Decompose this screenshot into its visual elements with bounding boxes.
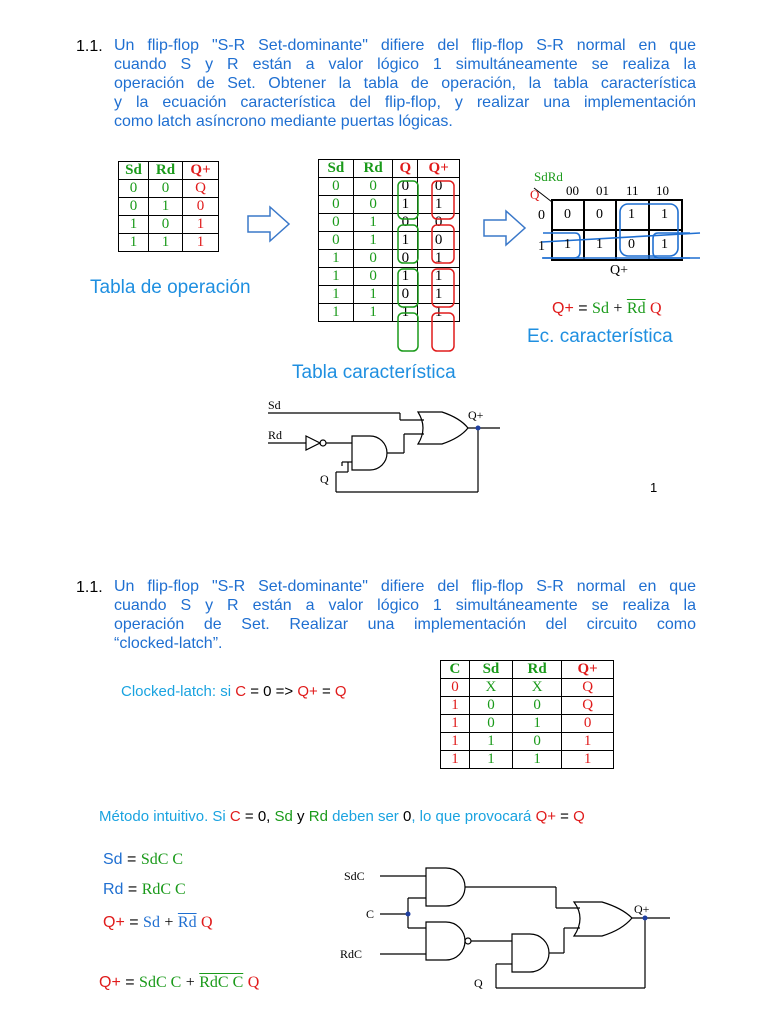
cell: 1 xyxy=(148,234,182,252)
table-row xyxy=(119,234,219,252)
header-rd: Rd xyxy=(353,160,393,178)
cell: 1 xyxy=(119,234,149,252)
right-arrow-icon xyxy=(482,208,528,248)
cell: 0 xyxy=(353,196,393,214)
cell: 1 xyxy=(441,751,470,769)
cell: 1 xyxy=(393,196,418,214)
table-row xyxy=(119,180,219,198)
header-sd: Sd xyxy=(319,160,354,178)
input-label-rdc: RdC xyxy=(340,947,363,961)
eq-term-q: Q xyxy=(650,300,662,317)
eq-term-q: Q xyxy=(201,914,213,931)
cell: 1 xyxy=(441,715,470,733)
input-label-sdc: SdC xyxy=(344,869,365,883)
cell: 1 xyxy=(119,216,149,234)
equation-final xyxy=(99,974,259,992)
method-text: = xyxy=(556,808,574,825)
intuitive-method-line xyxy=(99,808,585,825)
cell: 1 xyxy=(353,304,393,322)
operation-table-caption: Tabla de operación xyxy=(90,277,251,298)
eq-equals: = xyxy=(578,300,588,317)
feedback-label-q: Q xyxy=(320,472,329,486)
eq-lhs: Q+ xyxy=(552,300,574,317)
cell: 0 xyxy=(418,178,460,196)
method-text: = 0, xyxy=(240,808,275,825)
header-rd: Rd xyxy=(513,661,562,679)
cell: 1 xyxy=(183,234,219,252)
problem-statement xyxy=(114,36,696,131)
karnaugh-map xyxy=(530,164,710,284)
cell: 1 xyxy=(469,733,512,751)
eq-lhs: Rd xyxy=(103,881,124,898)
cell: 1 xyxy=(319,268,354,286)
problem-number: 1.1. xyxy=(76,579,103,596)
cell: 1 xyxy=(319,286,354,304)
statement-line: operación de Set. Obtener la tabla de operación, la tabla característica xyxy=(114,75,696,92)
cell: 0 xyxy=(353,178,393,196)
eq-rhs: RdC C xyxy=(141,881,186,898)
cell: 0 xyxy=(353,250,393,268)
cell: 1 xyxy=(393,232,418,250)
table-row xyxy=(119,198,219,216)
operation-table xyxy=(118,161,219,252)
statement-line: Un flip-flop "S-R Set-dominante" difiere del flip-flop S-R normal en que xyxy=(114,37,696,54)
cell: 1 xyxy=(562,733,614,751)
cell: 1 xyxy=(418,268,460,286)
header-c: C xyxy=(441,661,470,679)
cell: 0 xyxy=(119,198,149,216)
clocked-latch-circuit xyxy=(340,856,700,996)
feedback-label-q: Q xyxy=(474,976,483,990)
eq-term: SdC C xyxy=(139,974,182,991)
cell: 0 xyxy=(353,268,393,286)
kmap-cell: 0 xyxy=(596,207,603,222)
cell: Q xyxy=(562,679,614,697)
cell: 0 xyxy=(319,196,354,214)
eq-plus: + xyxy=(164,914,174,931)
cell: Q xyxy=(183,180,219,198)
cell: 0 xyxy=(469,715,512,733)
cell: 0 xyxy=(441,679,470,697)
method-qplus: Q+ xyxy=(535,808,557,825)
kmap-var-side: Q xyxy=(530,187,540,202)
table-row xyxy=(441,679,614,697)
method-text: , lo que provocará xyxy=(411,808,536,825)
kmap-col-label: 10 xyxy=(656,183,669,198)
characteristic-table-caption: Tabla característica xyxy=(292,362,456,383)
table-row xyxy=(441,733,614,751)
eq-term-rd-bar: $\overline{Rd}$ xyxy=(626,300,646,317)
cell: 1 xyxy=(393,304,418,322)
cell: 0 xyxy=(119,180,149,198)
kmap-cell: 1 xyxy=(596,237,603,252)
kmap-col-label: 00 xyxy=(566,183,579,198)
eq-equals: = xyxy=(125,974,135,991)
statement-line: “clocked-latch”. xyxy=(114,635,223,652)
cell: 0 xyxy=(513,733,562,751)
statement-line: Un flip-flop "S-R Set-dominante" difiere del flip-flop S-R normal en que xyxy=(114,578,696,595)
kmap-cell: 1 xyxy=(661,207,668,222)
eq-term-sd: Sd xyxy=(592,300,609,317)
kmap-col-label: 11 xyxy=(626,183,639,198)
cell: 1 xyxy=(418,250,460,268)
async-latch-circuit xyxy=(262,396,512,496)
eq-term-q: Q xyxy=(247,974,260,991)
kmap-grid xyxy=(530,164,710,274)
eq-lhs: Sd xyxy=(103,851,123,868)
cell: 0 xyxy=(513,697,562,715)
note-mid: = 0 => xyxy=(246,683,298,700)
method-text: Método intuitivo xyxy=(99,808,205,825)
problem-number: 1.1. xyxy=(76,38,103,55)
statement-line: como latch asíncrono mediante puertas lógicas. xyxy=(114,113,453,130)
output-label-qplus: Q+ xyxy=(468,408,484,422)
header-qplus: Q+ xyxy=(562,661,614,679)
kmap-row-label: 1 xyxy=(538,239,545,254)
output-label-qplus: Q+ xyxy=(634,902,650,916)
eq-lhs: Q+ xyxy=(99,974,121,991)
header-rd: Rd xyxy=(148,162,182,180)
table-row xyxy=(441,715,614,733)
header-qplus: Q+ xyxy=(418,160,460,178)
kmap-var-top: SdRd xyxy=(534,169,563,184)
cell: 1 xyxy=(441,697,470,715)
clocked-latch-note xyxy=(121,683,347,700)
table-row xyxy=(441,751,614,769)
kmap-cell: 0 xyxy=(564,207,571,222)
cell: 0 xyxy=(418,232,460,250)
eq-term: Sd xyxy=(143,914,160,931)
cell: 1 xyxy=(513,715,562,733)
note-eq: = xyxy=(317,683,335,700)
cell: X xyxy=(513,679,562,697)
note-q: Q xyxy=(334,683,347,700)
input-label-c: C xyxy=(366,907,375,921)
equation-qplus xyxy=(103,914,213,932)
equation-caption: Ec. característica xyxy=(527,326,673,347)
problem-statement xyxy=(114,577,696,653)
header-sd: Sd xyxy=(469,661,512,679)
cell: 0 xyxy=(393,214,418,232)
right-arrow-icon xyxy=(246,204,292,244)
method-text: . Si xyxy=(204,808,230,825)
method-rd: Rd xyxy=(308,808,328,825)
page-number: 1 xyxy=(650,480,658,495)
cell: 1 xyxy=(353,286,393,304)
cell: 0 xyxy=(393,286,418,304)
cell: 0 xyxy=(183,198,219,216)
kmap-row-label: 0 xyxy=(538,208,545,223)
cell: X xyxy=(469,679,512,697)
method-zero: 0 xyxy=(402,808,412,825)
note-prefix: Clocked-latch: si xyxy=(121,683,236,700)
statement-line: y la ecuación característica del flip-flop, y realizar una implementación xyxy=(114,94,696,111)
input-label-rd: Rd xyxy=(268,428,283,442)
equation-sd xyxy=(103,851,183,869)
eq-rhs: SdC C xyxy=(140,851,184,868)
clocked-table xyxy=(440,660,614,769)
cell: 1 xyxy=(562,751,614,769)
note-qplus: Q+ xyxy=(297,683,318,700)
cell: 1 xyxy=(393,268,418,286)
statement-line: cuando S y R están a valor lógico 1 simultáneamente se realiza la xyxy=(114,56,696,73)
cell: 0 xyxy=(319,214,354,232)
cell: 1 xyxy=(183,216,219,234)
cell: 1 xyxy=(418,286,460,304)
cell: 0 xyxy=(562,715,614,733)
cell: 1 xyxy=(148,198,182,216)
kmap-cell: 1 xyxy=(564,237,571,252)
cell: 0 xyxy=(393,250,418,268)
kmap-cell: 1 xyxy=(661,237,668,252)
eq-term-bar: RdC C xyxy=(199,974,244,991)
cell: 1 xyxy=(353,232,393,250)
eq-plus: + xyxy=(185,974,195,991)
method-text: y xyxy=(292,808,309,825)
cell: 0 xyxy=(319,178,354,196)
kmap-col-label: 01 xyxy=(596,183,609,198)
note-c: C xyxy=(235,683,247,700)
cell: 1 xyxy=(513,751,562,769)
cell: 1 xyxy=(441,733,470,751)
method-text: deben ser xyxy=(327,808,403,825)
kmap-output-label: Q+ xyxy=(610,263,629,278)
method-c: C xyxy=(229,808,241,825)
kmap-cell: 1 xyxy=(628,207,635,222)
cell: 0 xyxy=(393,178,418,196)
method-q: Q xyxy=(573,808,585,825)
header-sd: Sd xyxy=(119,162,149,180)
table-group-markings xyxy=(318,159,468,359)
statement-line: operación de Set. Realizar una implementación del circuito como xyxy=(114,616,696,633)
cell: 1 xyxy=(353,214,393,232)
cell: Q xyxy=(562,697,614,715)
cell: 0 xyxy=(418,214,460,232)
eq-equals: = xyxy=(127,881,138,898)
cell: 1 xyxy=(319,304,354,322)
eq-term-bar: $\overline{Rd}$ xyxy=(177,914,197,931)
cell: 0 xyxy=(148,180,182,198)
kmap-cell: 0 xyxy=(628,237,635,252)
eq-lhs: Q+ xyxy=(103,914,125,931)
table-row xyxy=(441,697,614,715)
cell: 1 xyxy=(319,250,354,268)
table-row xyxy=(119,216,219,234)
cell: 1 xyxy=(418,196,460,214)
characteristic-equation xyxy=(552,300,662,318)
cell: 1 xyxy=(418,304,460,322)
cell: 0 xyxy=(319,232,354,250)
eq-plus: + xyxy=(613,300,623,317)
method-sd: Sd xyxy=(274,808,293,825)
statement-line: cuando S y R están a valor lógico 1 simultáneamente se realiza la xyxy=(114,597,696,614)
input-label-sd: Sd xyxy=(268,398,281,412)
eq-equals: = xyxy=(127,851,137,868)
equation-rd xyxy=(103,881,186,899)
circuit-diagram xyxy=(340,856,700,996)
cell: 1 xyxy=(469,751,512,769)
header-qplus: Q+ xyxy=(183,162,219,180)
eq-equals: = xyxy=(129,914,139,931)
cell: 0 xyxy=(148,216,182,234)
header-q: Q xyxy=(393,160,418,178)
cell: 0 xyxy=(469,697,512,715)
